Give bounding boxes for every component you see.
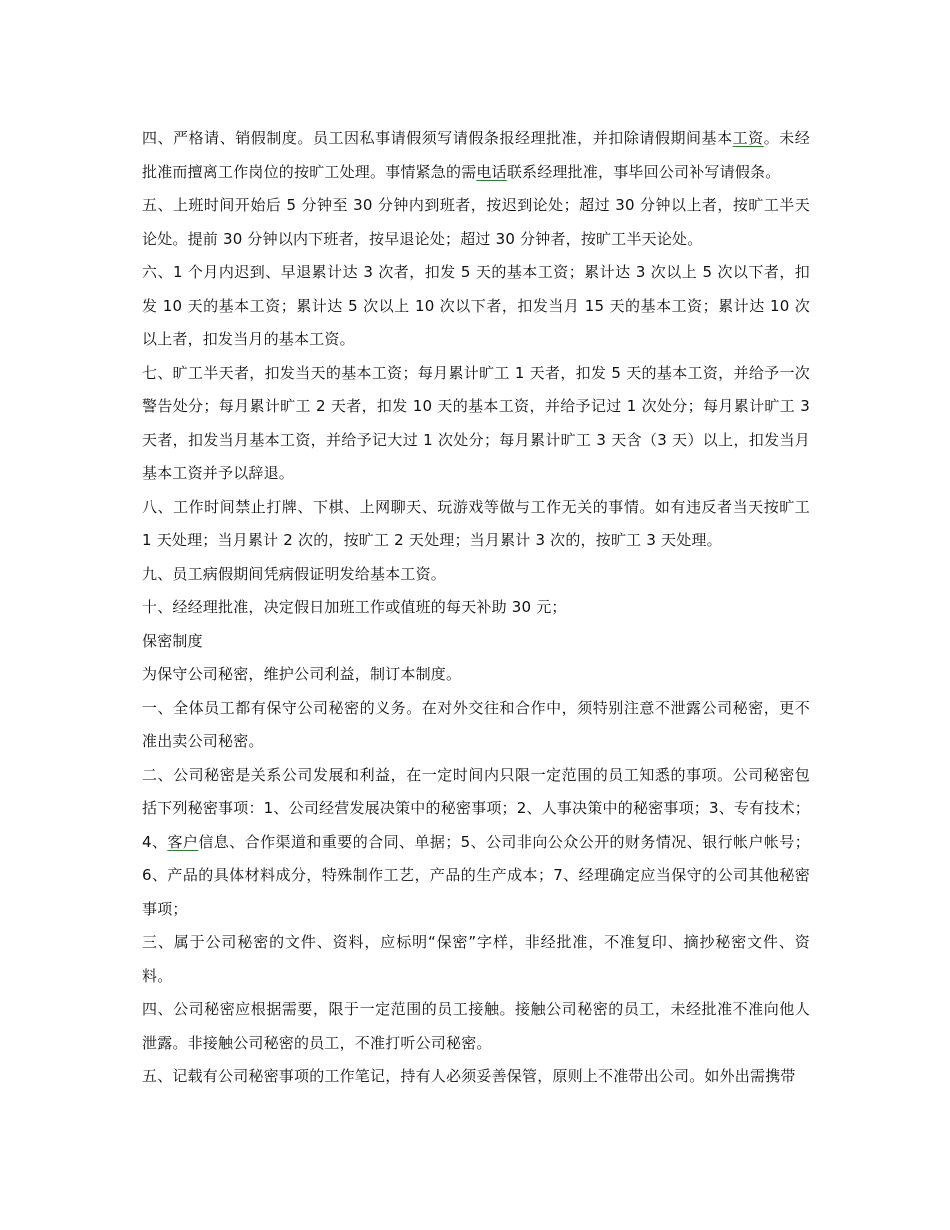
paragraph — [142, 1060, 810, 1094]
paragraph-text: 信息、合作渠道和重要的合同、单据；5、公司非向公众公开的财务情况、银行帐户帐号；6、产品的具体材料成分，特殊制作工艺，产品的生产成本；7、经理确定应当保守的公司其他秘密事项； — [142, 832, 810, 918]
paragraph — [142, 993, 810, 1060]
paragraph — [142, 357, 810, 491]
paragraph-text: 为保守公司秘密，维护公司利益，制订本制度。 — [142, 665, 462, 683]
paragraph — [142, 122, 810, 189]
paragraph-text: 六、1 个月内迟到、早退累计达 3 次者，扣发 5 天的基本工资；累计达 3 次以上 5 次以下者，扣发 10 天的基本工资；累计达 5 次以上 10 次以下者，扣发当月 15 天的基本工资；累计达 10 次以上者，扣发当月的基本工资。 — [142, 263, 810, 348]
paragraph-text: 五、记载有公司秘密事项的工作笔记，持有人必须妥善保管，原则上不准带出公司。如外出需携带 — [142, 1067, 796, 1085]
paragraph — [142, 759, 810, 927]
inline-link[interactable]: 客户 — [167, 832, 199, 851]
paragraph — [142, 692, 810, 759]
paragraph-text: 十、经经理批准，决定假日加班工作或值班的每天补助 30 元； — [142, 598, 567, 616]
paragraph-text: 二、公司秘密是关系公司发展和利益，在一定时间内只限一定范围的员工知悉的事项。公司秘密包括下列秘密事项：1、公司经营发展决策中的秘密事项；2、人事决策中的秘密事项；3、专有技术；4、 — [142, 765, 810, 851]
paragraph — [142, 926, 810, 993]
paragraph-text: 五、上班时间开始后 5 分钟至 30 分钟内到班者，按迟到论处；超过 30 分钟以上者，按旷工半天论处。提前 30 分钟以内下班者，按早退论处；超过 30 分钟者，按旷工半天论处。 — [142, 196, 810, 248]
paragraph — [142, 558, 810, 592]
paragraph-text: 九、员工病假期间凭病假证明发给基本工资。 — [142, 564, 447, 583]
paragraph — [142, 625, 810, 659]
paragraph-text: 。未经批准而擅离工作岗位的按旷工处理。事情紧急的需 — [142, 129, 811, 181]
paragraph-text: 联系经理批准，事毕回公司补写请假条。 — [506, 162, 781, 181]
paragraph — [142, 658, 810, 692]
paragraph-text: 三、属于公司秘密的文件、资料，应标明“保密”字样，非经批准，不准复印、摘抄秘密文件、资料。 — [142, 933, 810, 985]
paragraph-text: 一、全体员工都有保守公司秘密的义务。在对外交往和合作中，须特别注意不泄露公司秘密，更不准出卖公司秘密。 — [142, 698, 810, 750]
paragraph — [142, 189, 810, 256]
inline-link[interactable]: 电话 — [476, 162, 507, 181]
paragraph-text: 四、严格请、销假制度。员工因私事请假须写请假条报经理批准，并扣除请假期间基本 — [142, 129, 733, 147]
document-body — [142, 122, 810, 1094]
paragraph-text: 保密制度 — [142, 631, 203, 650]
paragraph — [142, 256, 810, 357]
paragraph — [142, 591, 810, 625]
paragraph — [142, 491, 810, 558]
inline-link[interactable]: 工资 — [732, 129, 764, 147]
paragraph-text: 四、公司秘密应根据需要，限于一定范围的员工接触。接触公司秘密的员工，未经批准不准向他人泄露。非接触公司秘密的员工，不准打听公司秘密。 — [142, 1000, 810, 1052]
paragraph-text: 七、旷工半天者，扣发当天的基本工资；每月累计旷工 1 天者，扣发 5 天的基本工资，并给予一次警告处分；每月累计旷工 2 天者，扣发 10 天的基本工资，并给予记过 1 次处分；每月累计旷工 3 天者，扣发当月基本工资，并给予记大过 1 次处分；每月累计旷工 3 天含（3 天）以上，扣发当月基本工资并予以辞退。 — [142, 363, 810, 482]
paragraph-text: 八、工作时间禁止打牌、下棋、上网聊天、玩游戏等做与工作无关的事情。如有违反者当天按旷工 1 天处理；当月累计 2 次的，按旷工 2 天处理；当月累计 3 次的，按旷工 3 天处理。 — [142, 497, 810, 549]
